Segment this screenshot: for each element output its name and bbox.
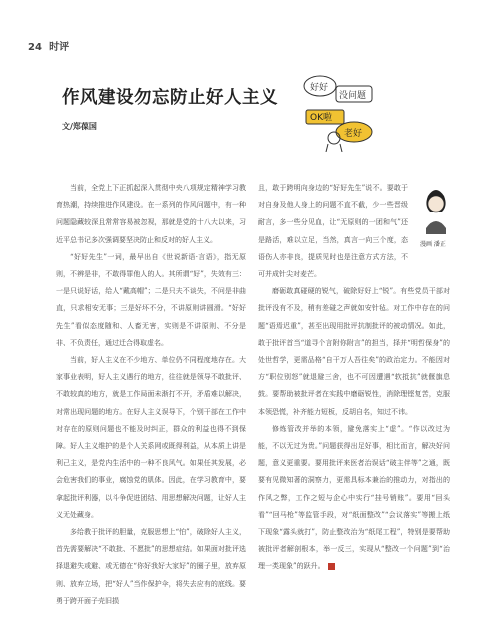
section-label: 时评 xyxy=(49,42,70,53)
paragraph: 且，敢于跨明向身边的“好好先生”说不。要敢于对自身及他人身上的问题不直不截，少一些晋级耐言，多一些分见血，让“无原则的一团和气”还是路活，难以立足，当然，真言一向三个度，态语伤人亦非良，提质见时也是注意方式方法，不可并成针尖对麦芒。 xyxy=(258,184,408,279)
paragraph: 当前，全党上下正抓起深入贯彻中央八项规定精神学习教育热潮，持续推进作风建设。在一系列的作风问题中，有一种问题隐藏较深且常常容易被忽视，那就是党的十八大以来，习近平总书记多次强调要坚决防止和反对的好人主义。 xyxy=(56,184,246,244)
article-title: 作风建设勿忘防止好人主义 xyxy=(62,88,278,108)
illustration-word-4: 老好 xyxy=(344,129,363,139)
article-author: 文/郑葆国 xyxy=(62,122,97,131)
page-number: 24 xyxy=(28,42,42,53)
illustration-word-3: OK啦 xyxy=(310,113,332,123)
illustration-word-1: 好好 xyxy=(310,83,329,93)
paragraph: 当前，好人主义在不少地方、单位仍不同程度地存在。大家事业表明，好人主义遇行的地方，往往就是领导不敢批评、不敢较真的地方，就是工作局面未渐打不开，矛盾难以解决，对常出现问题的地方。在好人主义误导下，个别干部在工作中对存在的原则问题也不能及时纠正，群众的利益也得不到保障。好人主义维护的是个人关系网或既得利益，从本质上讲是利己主义，是党内生活中的一种不良风气。如果任其发展，必会危害我们的事业，腐蚀党的肌体。因此，在学习教育中，要拿起批评利器，以斗争促进团结、用思想解决问题，让好人主义无处藏身。 xyxy=(56,356,246,519)
cartoon-illustration xyxy=(300,72,380,152)
illustration-word-2: 没问题 xyxy=(339,91,367,101)
page-header xyxy=(28,38,69,53)
portrait-caption: 漫画 潘正 xyxy=(420,241,446,248)
article-column-left xyxy=(56,180,246,620)
paragraph: “好好先生”一词，最早出自《世说新语·言语》，指无原则，不辨是非，不敢得罪他人的人。其所谓“好”，失效有三：一是只说好话，给人“戴高帽”；二是只夫不谈失，不问是非曲直，只求相安无事；三是好坏不分，不讲原则讲圆滑。“好好先生”看似态度随和、人畜无害，实则是不讲原则、不分是非、不负责任，通过迁合得取虚名。 xyxy=(56,252,246,347)
end-mark-icon xyxy=(328,563,335,570)
article-column-right xyxy=(258,180,450,620)
paragraph xyxy=(258,421,450,576)
paragraph: 多给教于批评的胆量，克服思想上“怕”，破除好人主义，首先需要解决“不敢批、不愿批”的思想症结。如果面对批评选择退避失或避、或无德在“你好我好大家好”的圈子里，放弃原则、放弃立场，把“好人”当作保护伞，将失去应有的底线。要勇于跨开面子壳旧损 xyxy=(56,528,246,605)
paragraph-text: 修炼管改并举的本领，避免落实上“虚”。“作以改过为能，不以无过为贵。”问题获得出足好事，相比而言，解决好问题，意义更重要。要用批评来医者治误话“破主伴等”之通，既要有见微知著的洞察力，更需具标本兼治的推动力，对指出的作风之弊，工作之短与企心中实行“挂号销账”。要用“回头看”“回马枪”等监管手段，对“纸面整改”“会议落实”等搬上纸下现象“露头就打”，防止整改治为“纸尾工程”，特别是要帮助被批评者解剖根本，举一反三，实现从“整改一个问题”到“治理一类现象”的跃升。 xyxy=(258,424,450,571)
paragraph: 磨砺敢真碰硬的锐气，破除好好上“锐”。有些党员干部对批评没有不及，稍有差碰之声就如安针毡。对工作中存在的问题“语焉迟重”，甚至出现用批评抗制批评的被动情况。如此，敢于批评首当“道寻个言附你附言”的担当，择并“明哲保身”的处世哲学，更需品格“自干万人吾往矣”的政治定力。不能因对方“职位别怒”就退避三舍，也不可因遭遇“软抵抗”就偃旗息鼓。要帮助被批评者在实践中磨砺锐性，消除理铿复苦，克服本领恐慌，补齐能力短板，反胡自名，知过不讳。 xyxy=(258,287,450,416)
